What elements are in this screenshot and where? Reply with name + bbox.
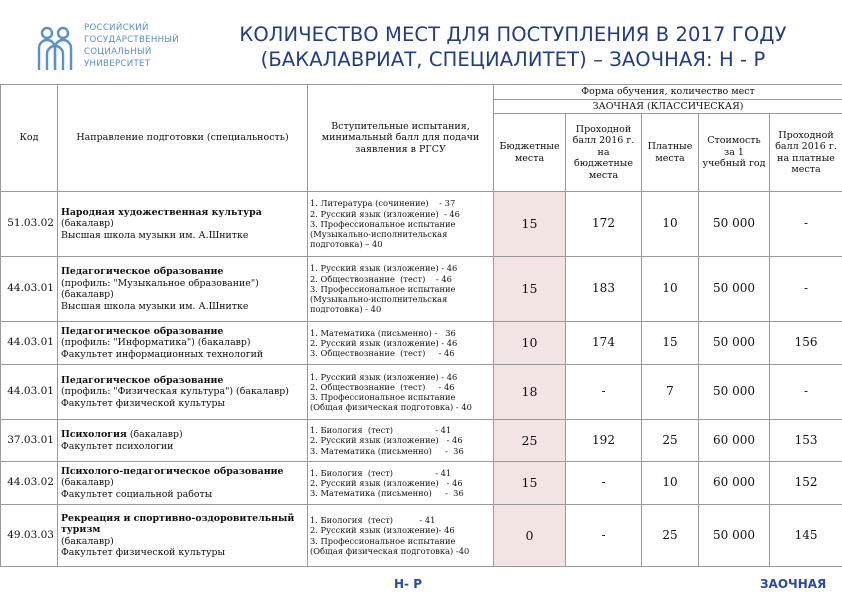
- exam-line: 3. Профессиональное испытание: [310, 218, 456, 229]
- exam-line: 1. Русский язык (изложение) - 46: [310, 263, 458, 274]
- row-cost: 50 000: [699, 257, 770, 322]
- exam-line: подготовка) - 40: [310, 304, 382, 315]
- exam-line: 2. Русский язык (изложение)- 46: [310, 525, 455, 536]
- exam-line: 3. Математика (письменно) - 36: [310, 445, 464, 456]
- table-row: [1, 462, 842, 505]
- row-code: 44.03.01: [1, 257, 58, 322]
- row-budget-places: 15: [494, 257, 566, 322]
- admission-table: [0, 84, 842, 567]
- header-direction: Направление подготовки (специальность): [58, 85, 308, 192]
- row-direction: [58, 365, 308, 420]
- row-direction: [58, 257, 308, 322]
- direction-line: (бакалавр): [61, 289, 114, 300]
- row-paid-places: 10: [642, 192, 699, 257]
- logo-wordmark: [84, 22, 196, 70]
- header-code: Код: [1, 85, 58, 192]
- row-paid-places: 25: [642, 505, 699, 567]
- header-passing-budget: Проходной балл 2016 г. на бюджетные места: [566, 114, 642, 192]
- row-passing-paid: 153: [770, 420, 842, 462]
- exam-line: 2. Русский язык (изложение) - 46: [310, 337, 458, 348]
- row-passing-budget: -: [566, 462, 642, 505]
- row-passing-paid: -: [770, 365, 842, 420]
- row-budget-places: 15: [494, 192, 566, 257]
- row-passing-budget: 183: [566, 257, 642, 322]
- row-code: 51.03.02: [1, 192, 58, 257]
- row-cost: 60 000: [699, 420, 770, 462]
- row-budget-places: 25: [494, 420, 566, 462]
- exam-line: подготовка) – 40: [310, 239, 383, 250]
- row-passing-paid: 152: [770, 462, 842, 505]
- direction-line: Факультет информационных технологий: [61, 348, 264, 360]
- direction-line: Факультет психологии: [61, 440, 174, 452]
- exam-line: 3. Профессиональное испытание: [310, 392, 456, 402]
- table-row: [1, 192, 842, 257]
- header-form-sub: ЗАОЧНАЯ (КЛАССИЧЕСКАЯ): [494, 99, 842, 114]
- row-code: 44.03.01: [1, 322, 58, 365]
- exam-line: (Общая физическая подготовка) - 40: [310, 402, 472, 413]
- direction-line: (бакалавр): [61, 535, 114, 547]
- row-passing-budget: -: [566, 365, 642, 420]
- direction-line: (профиль: "Музыкальное образование"): [61, 277, 259, 289]
- row-passing-paid: 145: [770, 505, 842, 567]
- row-cost: 50 000: [699, 192, 770, 257]
- row-passing-budget: 174: [566, 322, 642, 365]
- table-row: [1, 322, 842, 365]
- exam-line: 1. Биология (тест) - 41: [310, 425, 452, 436]
- exam-line: 2. Русский язык (изложение) - 46: [310, 477, 463, 488]
- row-passing-paid: -: [770, 257, 842, 322]
- table-row: [1, 257, 842, 322]
- program-name: Педагогическое образование: [61, 374, 224, 386]
- row-paid-places: 25: [642, 420, 699, 462]
- logo-line: СОЦИАЛЬНЫЙ: [84, 47, 152, 57]
- page-title: [196, 22, 830, 72]
- direction-line: (профиль: "Физическая культура") (бакалавр): [61, 386, 289, 398]
- exam-line: 1. Биология (тест) - 41: [310, 515, 436, 526]
- exam-line: (Музыкально-исполнительская: [310, 294, 448, 305]
- exam-line: 3. Профессиональное испытание: [310, 535, 456, 546]
- row-direction: [58, 505, 308, 567]
- program-name: Психолого-педагогическое образование: [61, 465, 284, 477]
- title-line-2: (БАКАЛАВРИАТ, СПЕЦИАЛИТЕТ) – ЗАОЧНАЯ: Н - Р: [260, 48, 766, 71]
- row-budget-places: 0: [494, 505, 566, 567]
- row-exams: [308, 365, 494, 420]
- row-passing-paid: -: [770, 192, 842, 257]
- row-passing-budget: 192: [566, 420, 642, 462]
- row-budget-places: 10: [494, 322, 566, 365]
- program-name: Народная художественная культура: [61, 206, 262, 218]
- exam-line: 3. Обществознание (тест) - 46: [310, 348, 455, 359]
- direction-line: Факультет социальной работы: [61, 488, 213, 500]
- row-exams: [308, 257, 494, 322]
- row-exams: [308, 505, 494, 567]
- exam-line: 2. Русский язык (изложение) - 46: [310, 208, 460, 219]
- row-code: 37.03.01: [1, 420, 58, 462]
- university-logo: [36, 20, 196, 82]
- footer-form-label: ЗАОЧНАЯ: [760, 577, 827, 591]
- row-code: 44.03.01: [1, 365, 58, 420]
- header-form-group: Форма обучения, количество мест: [494, 85, 842, 100]
- row-passing-paid: 156: [770, 322, 842, 365]
- row-direction: [58, 462, 308, 505]
- header-paid: Платные места: [642, 114, 699, 192]
- header-exams: Вступительные испытания, минимальный балл для подачи заявления в РГСУ: [308, 85, 494, 192]
- table-row: [1, 505, 842, 567]
- program-name: Рекреация и спортивно-оздоровительный туризм: [61, 512, 295, 535]
- row-exams: [308, 462, 494, 505]
- table-row: [1, 365, 842, 420]
- direction-line: Факультет физической культуры: [61, 397, 225, 409]
- row-code: 49.03.03: [1, 505, 58, 567]
- exam-line: 1. Биология (тест) - 41: [310, 467, 452, 478]
- program-name: Педагогическое образование: [61, 325, 224, 337]
- row-paid-places: 15: [642, 322, 699, 365]
- logo-people-icon: [36, 24, 78, 74]
- exam-line: (Общая физическая подготовка) -40: [310, 545, 470, 556]
- exam-line: 3. Математика (письменно) - 36: [310, 488, 464, 499]
- exam-line: 3. Профессиональное испытание: [310, 283, 456, 294]
- logo-line: РОССИЙСКИЙ: [84, 23, 149, 33]
- exam-line: 2. Обществознание (тест) - 46: [310, 273, 452, 284]
- direction-line: (профиль: "Информатика") (бакалавр): [61, 337, 251, 349]
- direction-line: Высшая школа музыки им. А.Шнитке: [61, 229, 249, 241]
- row-passing-budget: -: [566, 505, 642, 567]
- row-paid-places: 10: [642, 462, 699, 505]
- row-exams: [308, 420, 494, 462]
- direction-line: Факультет физической культуры: [61, 547, 225, 558]
- header-passing-paid: Проходной балл 2016 г. на платные места: [770, 114, 842, 192]
- header-cost: Стоимость за 1 учебный год: [699, 114, 770, 192]
- title-line-1: КОЛИЧЕСТВО МЕСТ ДЛЯ ПОСТУПЛЕНИЯ В 2017 ГОДУ: [239, 23, 787, 46]
- exam-line: 2. Обществознание (тест) - 46: [310, 381, 455, 392]
- row-cost: 50 000: [699, 322, 770, 365]
- footer-range-label: Н- Р: [394, 577, 422, 591]
- row-passing-budget: 172: [566, 192, 642, 257]
- row-exams: [308, 192, 494, 257]
- row-paid-places: 7: [642, 365, 699, 420]
- exam-line: (Музыкально-исполнительская: [310, 229, 448, 240]
- table-row: [1, 420, 842, 462]
- logo-line: ГОСУДАРСТВЕННЫЙ: [84, 35, 180, 45]
- row-direction: [58, 192, 308, 257]
- header-budget: Бюджетные места: [494, 114, 566, 192]
- row-paid-places: 10: [642, 257, 699, 322]
- row-cost: 60 000: [699, 462, 770, 505]
- program-name: Психология: [61, 429, 127, 440]
- row-exams: [308, 322, 494, 365]
- exam-line: 2. Русский язык (изложение) - 46: [310, 435, 463, 446]
- row-direction: [58, 420, 308, 462]
- row-budget-places: 15: [494, 462, 566, 505]
- exam-line: 1. Математика (письменно) - 36: [310, 327, 456, 338]
- direction-line: (бакалавр): [61, 477, 114, 489]
- row-cost: 50 000: [699, 505, 770, 567]
- row-direction: [58, 322, 308, 365]
- program-name: Педагогическое образование: [61, 266, 224, 277]
- exam-line: 1. Русский язык (изложение) - 46: [310, 371, 458, 382]
- program-suffix: (бакалавр): [61, 218, 114, 230]
- direction-line: Высшая школа музыки им. А.Шнитке: [61, 300, 249, 312]
- logo-line: УНИВЕРСИТЕТ: [84, 59, 151, 69]
- row-code: 44.03.02: [1, 462, 58, 505]
- exam-line: 1. Литература (сочинение) - 37: [310, 198, 456, 209]
- row-cost: 50 000: [699, 365, 770, 420]
- row-budget-places: 18: [494, 365, 566, 420]
- program-suffix: (бакалавр): [126, 429, 183, 440]
